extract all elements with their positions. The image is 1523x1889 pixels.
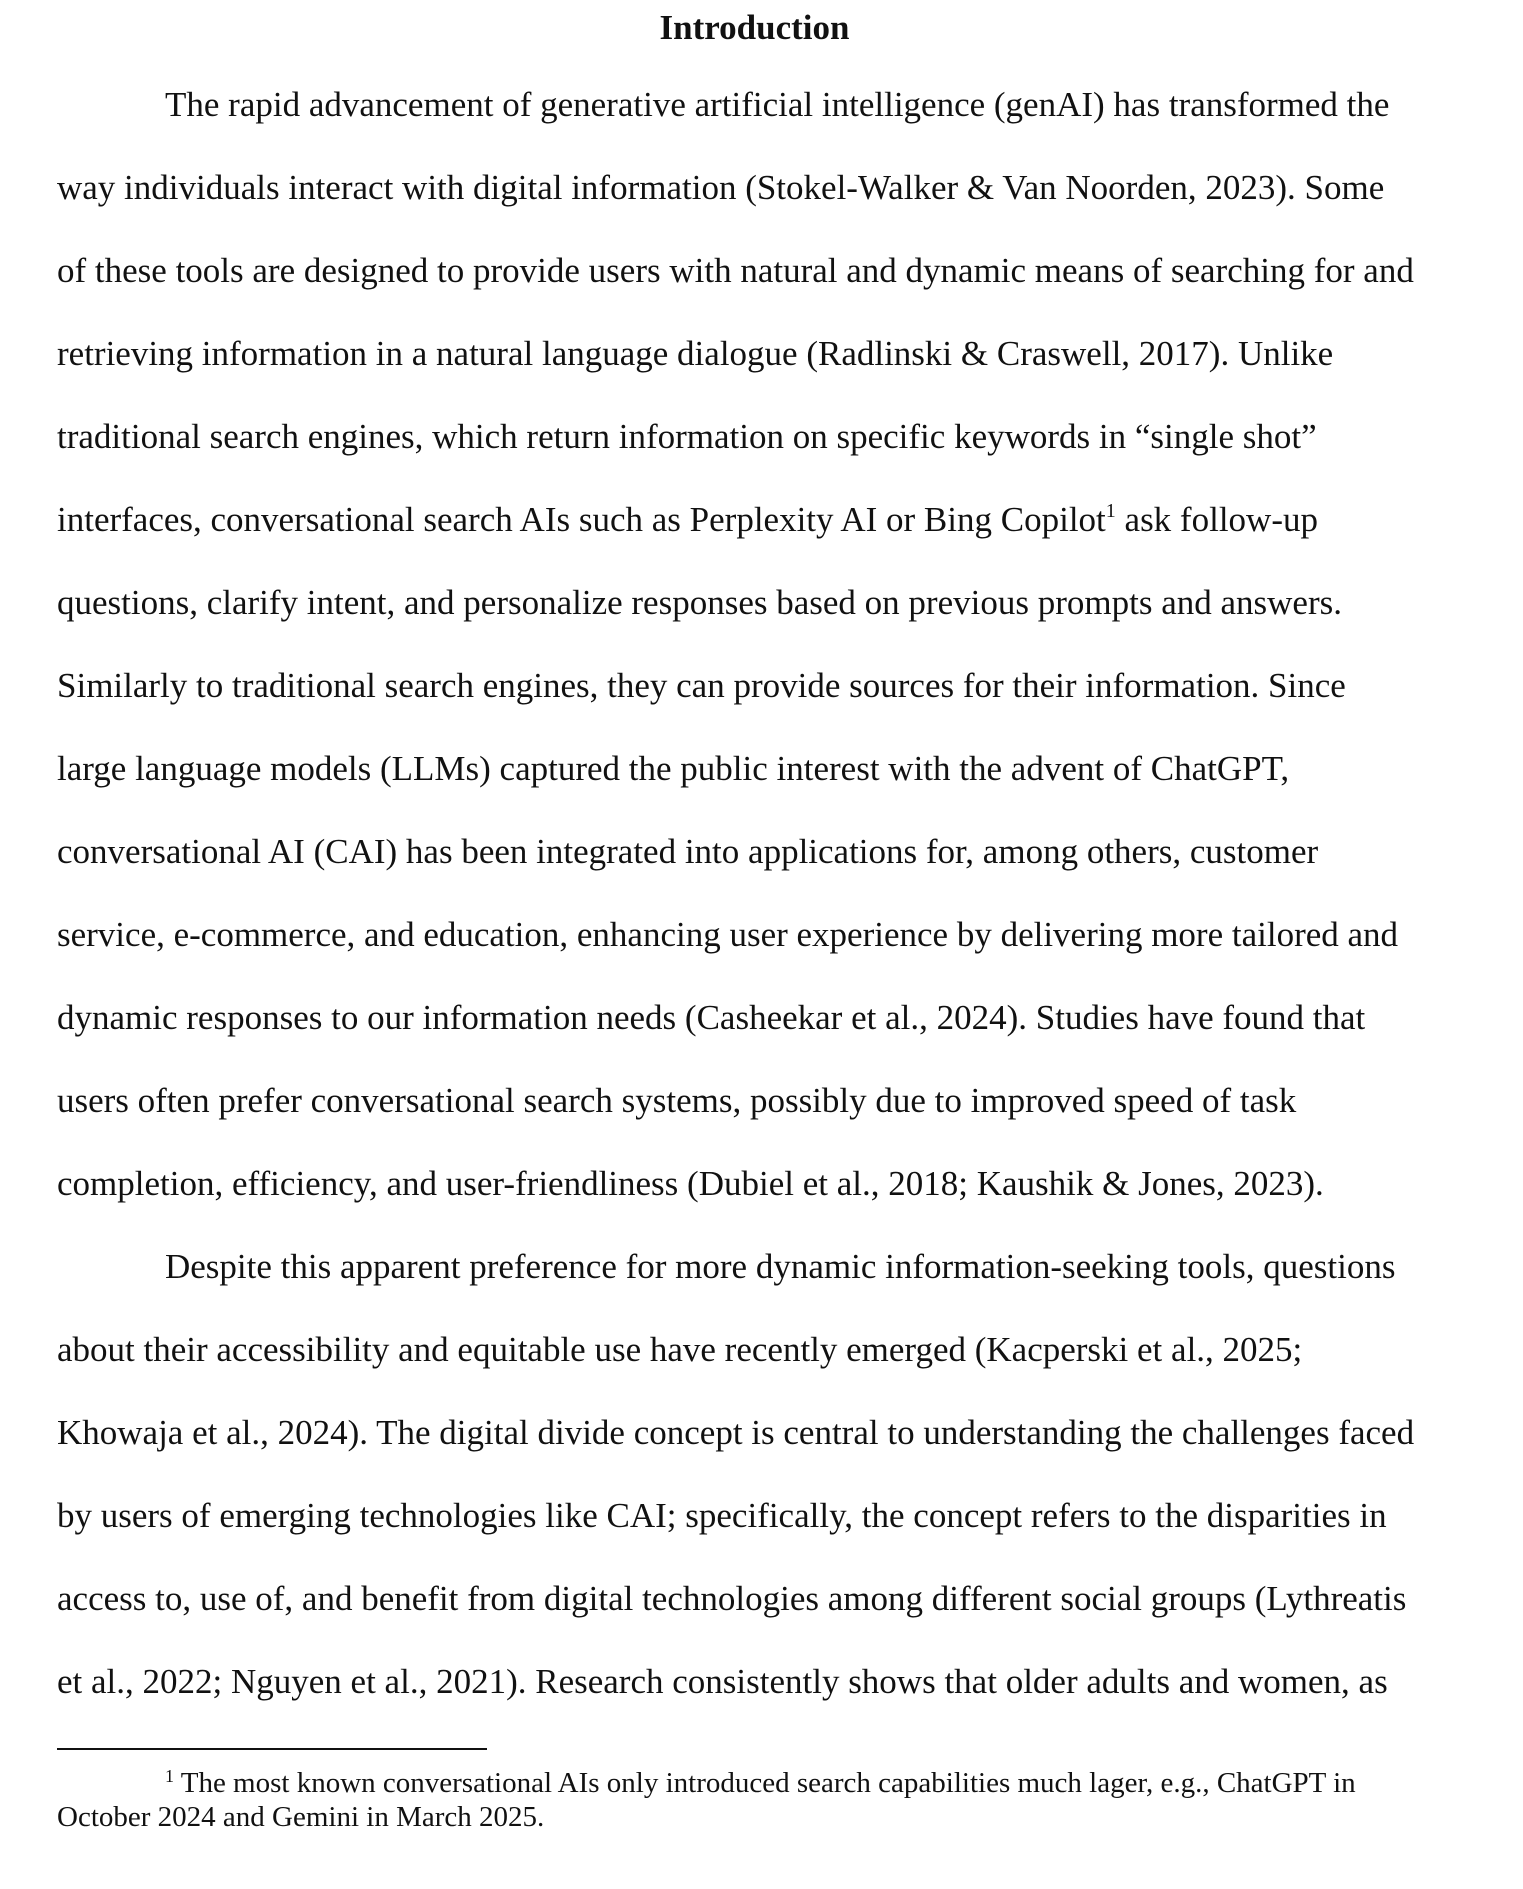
text-line: service, e-commerce, and education, enhancing user experience by delivering more tailored and: [57, 915, 1399, 954]
footnote-line: October 2024 and Gemini in March 2025.: [57, 1801, 545, 1833]
footnote: [57, 1766, 1452, 1834]
text-line: et al., 2022; Nguyen et al., 2021). Research consistently shows that older adults and women, as: [57, 1662, 1388, 1701]
text-line: completion, efficiency, and user-friendliness (Dubiel et al., 2018; Kaushik & Jones, 2023).: [57, 1164, 1324, 1203]
footnote-reference[interactable]: 1: [1105, 500, 1116, 522]
footnote-text: The most known conversational AIs only introduced search capabilities much lager, e.g., ChatGPT in: [174, 1767, 1356, 1799]
text-line: of these tools are designed to provide users with natural and dynamic means of searching for and: [57, 251, 1414, 290]
text-line: retrieving information in a natural language dialogue (Radlinski & Craswell, 2017). Unlike: [57, 334, 1334, 373]
text-line: traditional search engines, which return information on specific keywords in “single shot”: [57, 417, 1317, 456]
text-line: Despite this apparent preference for more dynamic information-seeking tools, questions: [165, 1247, 1396, 1286]
text-line: way individuals interact with digital information (Stokel-Walker & Van Noorden, 2023). Some: [57, 168, 1385, 207]
text-line: access to, use of, and benefit from digital technologies among different social groups (Lythreatis: [57, 1579, 1407, 1618]
text-line: The rapid advancement of generative artificial intelligence (genAI) has transformed the: [165, 85, 1390, 124]
footnote-separator: [57, 1748, 487, 1750]
text-line: about their accessibility and equitable use have recently emerged (Kacperski et al., 2025;: [57, 1330, 1303, 1369]
text-line: by users of emerging technologies like CAI; specifically, the concept refers to the disparities in: [57, 1496, 1387, 1535]
footnote-line: [57, 1766, 1452, 1800]
text-line: users often prefer conversational search systems, possibly due to improved speed of task: [57, 1081, 1297, 1120]
body-text: [57, 83, 1452, 1743]
text-line: questions, clarify intent, and personalize responses based on previous prompts and answers.: [57, 583, 1342, 622]
text-line: large language models (LLMs) captured the public interest with the advent of ChatGPT,: [57, 749, 1290, 788]
text-line: conversational AI (CAI) has been integrated into applications for, among others, customer: [57, 832, 1319, 871]
text-line: Khowaja et al., 2024). The digital divide concept is central to understanding the challenges faced: [57, 1413, 1415, 1452]
text-line-with-footnote-ref: [57, 498, 1452, 581]
text-line: Similarly to traditional search engines, they can provide sources for their information. Since: [57, 666, 1346, 705]
text-line-segment: interfaces, conversational search AIs such as Perplexity AI or Bing Copilot: [57, 500, 1106, 539]
text-line: dynamic responses to our information needs (Casheekar et al., 2024). Studies have found that: [57, 998, 1366, 1037]
text-line-segment: ask follow-up: [1115, 500, 1318, 539]
footnote-marker: 1: [165, 1766, 174, 1786]
section-heading: Introduction: [659, 8, 850, 47]
